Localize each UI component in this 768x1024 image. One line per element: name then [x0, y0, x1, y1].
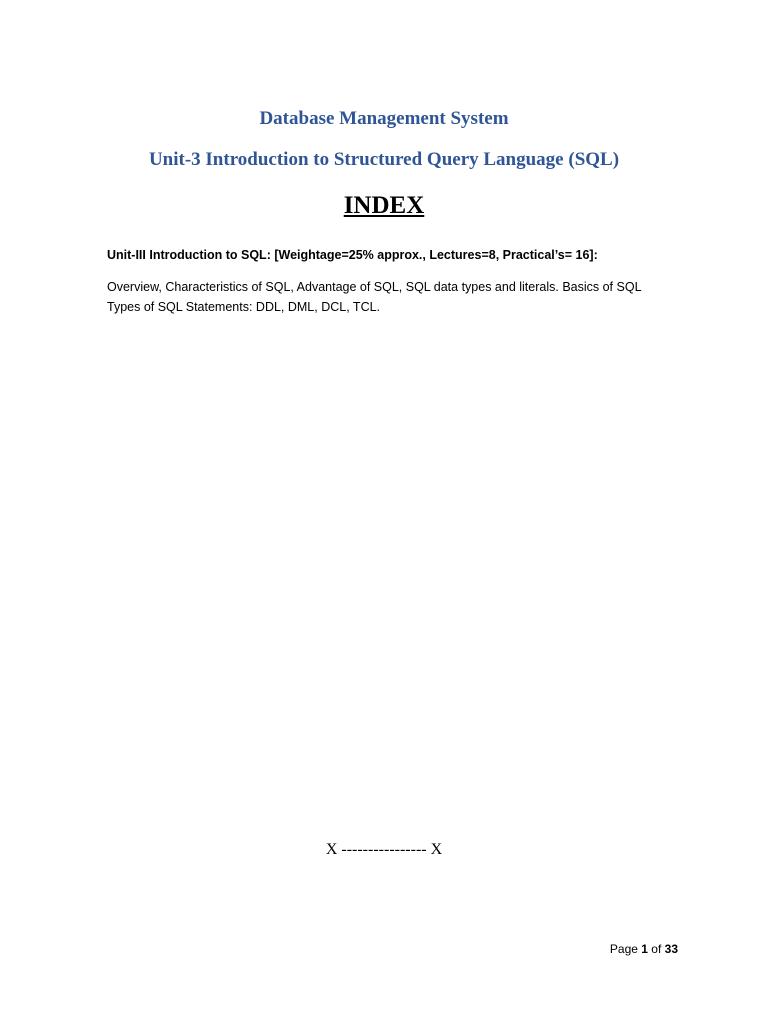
unit-title: Unit-3 Introduction to Structured Query Language (SQL)	[148, 149, 620, 170]
unit-summary-line: Unit-III Introduction to SQL: [Weightage=25% approx., Lectures=8, Practical’s= 16]:	[107, 248, 598, 262]
index-heading: INDEX	[343, 192, 425, 219]
end-separator: X ---------------- X	[325, 841, 443, 858]
page-prefix: Page	[609, 942, 642, 956]
total-pages-number: 33	[664, 942, 678, 956]
current-page-number: 1	[641, 942, 648, 956]
syllabus-paragraph: Overview, Characteristics of SQL, Advantage of SQL, SQL data types and literals. Basics of SQL Types of SQL Statements: DDL, DML, DCL, TCL.	[107, 280, 642, 314]
course-title: Database Management System	[259, 108, 509, 129]
page-number-footer	[610, 942, 678, 956]
page-of-text: of	[647, 942, 665, 956]
